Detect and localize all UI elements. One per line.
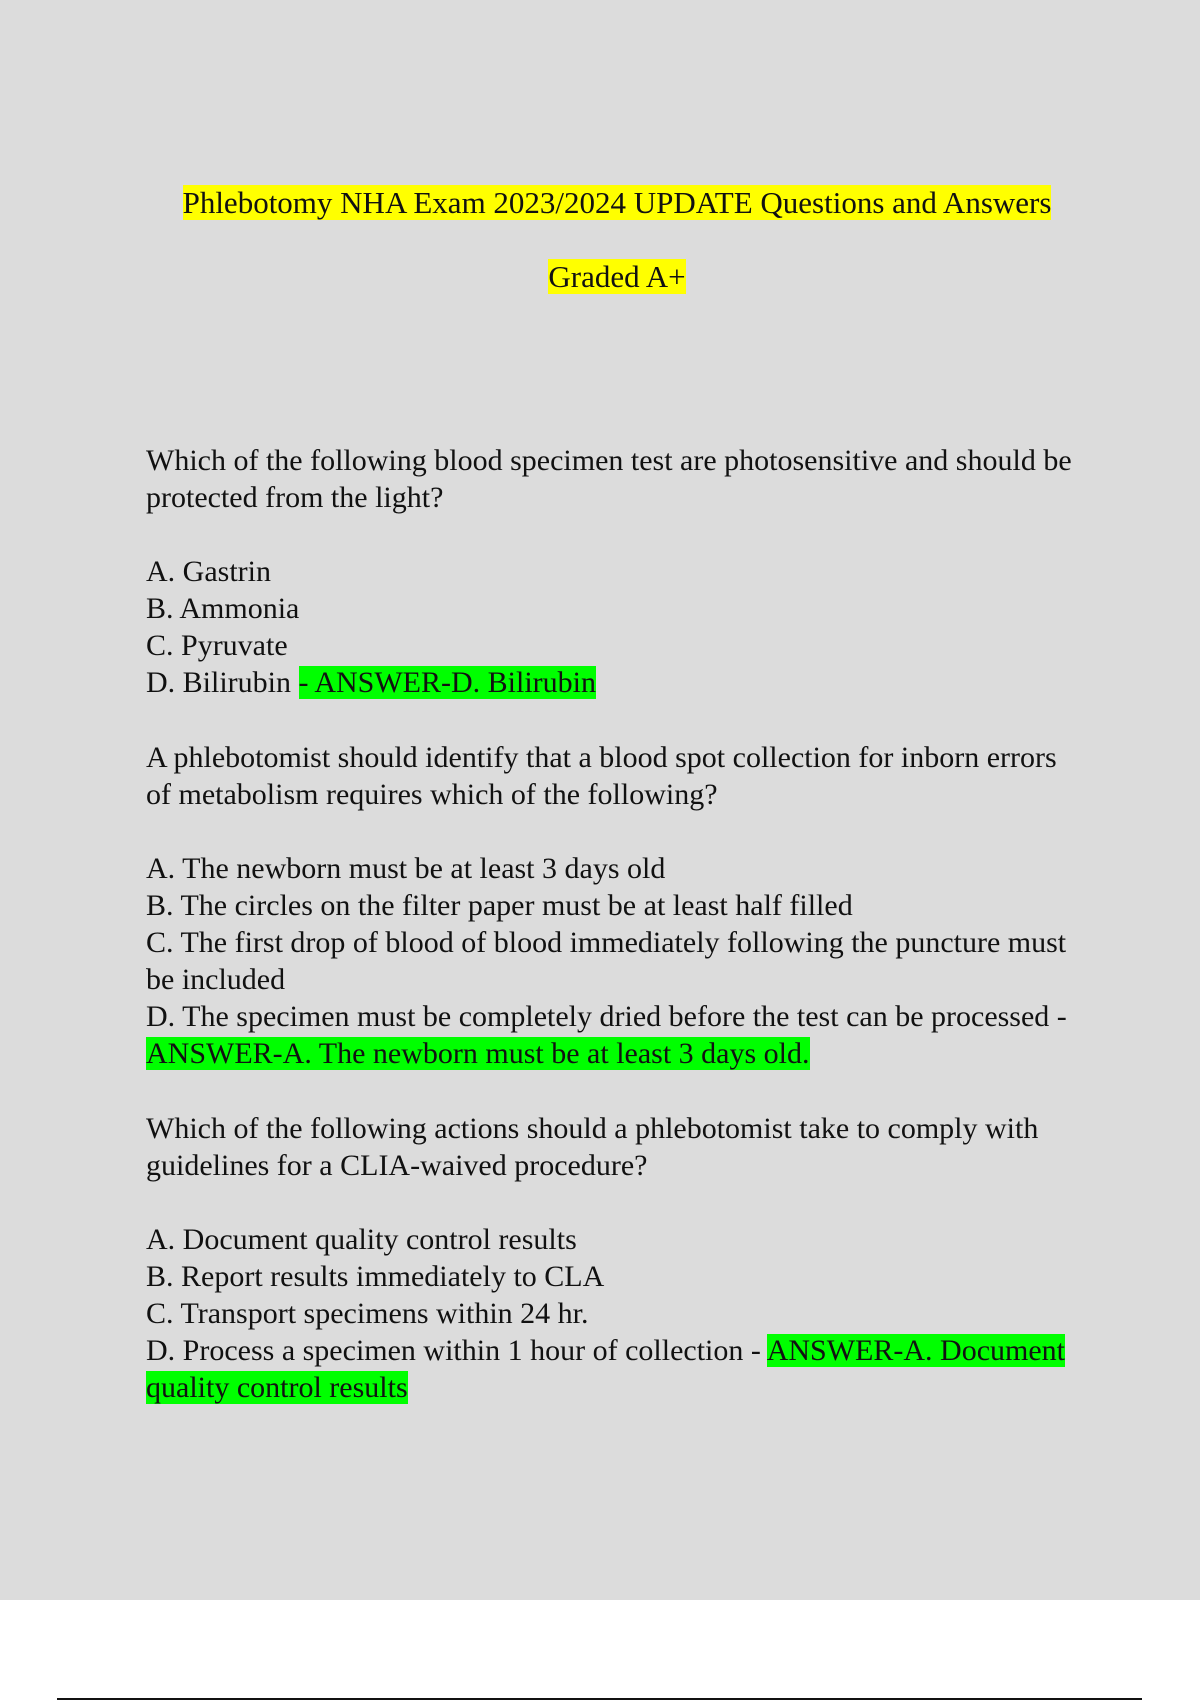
question-block-1 bbox=[146, 442, 1086, 701]
question-text: Which of the following blood specimen test are photosensitive and should be protected from the light? bbox=[146, 444, 1072, 514]
answer-highlight: ANSWER-A. The newborn must be at least 3 days old. bbox=[146, 1037, 810, 1070]
option-a: A. Gastrin bbox=[146, 555, 271, 588]
option-b: B. The circles on the filter paper must be at least half filled bbox=[146, 889, 853, 922]
option-c: C. Pyruvate bbox=[146, 629, 288, 662]
option-a: A. The newborn must be at least 3 days old bbox=[146, 852, 666, 885]
question-text: A phlebotomist should identify that a blood spot collection for inborn errors of metabolism requires which of the following? bbox=[146, 741, 1057, 811]
option-d: D. The specimen must be completely dried before the test can be processed bbox=[146, 1000, 1050, 1033]
option-d-with-answer bbox=[146, 664, 1086, 701]
answer-highlight: - ANSWER-D. Bilirubin bbox=[298, 666, 597, 699]
document-title bbox=[0, 184, 1200, 222]
answer-separator: - bbox=[1049, 1000, 1067, 1033]
option-a: A. Document quality control results bbox=[146, 1223, 577, 1256]
answer-separator: - bbox=[743, 1334, 767, 1367]
question-block-3 bbox=[146, 1110, 1086, 1406]
option-c: C. Transport specimens within 24 hr. bbox=[146, 1297, 589, 1330]
answer-separator bbox=[291, 666, 299, 699]
option-d: D. Bilirubin bbox=[146, 666, 292, 699]
option-b: B. Ammonia bbox=[146, 592, 300, 625]
option-c: C. The first drop of blood of blood immediately following the puncture must be included bbox=[146, 926, 1067, 996]
question-block-2 bbox=[146, 739, 1086, 1072]
question-text: Which of the following actions should a phlebotomist take to comply with guidelines for a CLIA-waived procedure? bbox=[146, 1112, 1039, 1182]
option-d: D. Process a specimen within 1 hour of collection bbox=[146, 1334, 744, 1367]
option-b: B. Report results immediately to CLA bbox=[146, 1260, 605, 1293]
option-d-with-answer bbox=[146, 998, 1086, 1072]
title-line-2: Graded A+ bbox=[548, 259, 686, 294]
option-d-with-answer bbox=[146, 1332, 1086, 1406]
answer-highlight: ANSWER-A. Document quality control results bbox=[146, 1334, 1066, 1404]
title-line-1: Phlebotomy NHA Exam 2023/2024 UPDATE Questions and Answers bbox=[182, 185, 1052, 220]
document-subtitle bbox=[0, 258, 1200, 296]
